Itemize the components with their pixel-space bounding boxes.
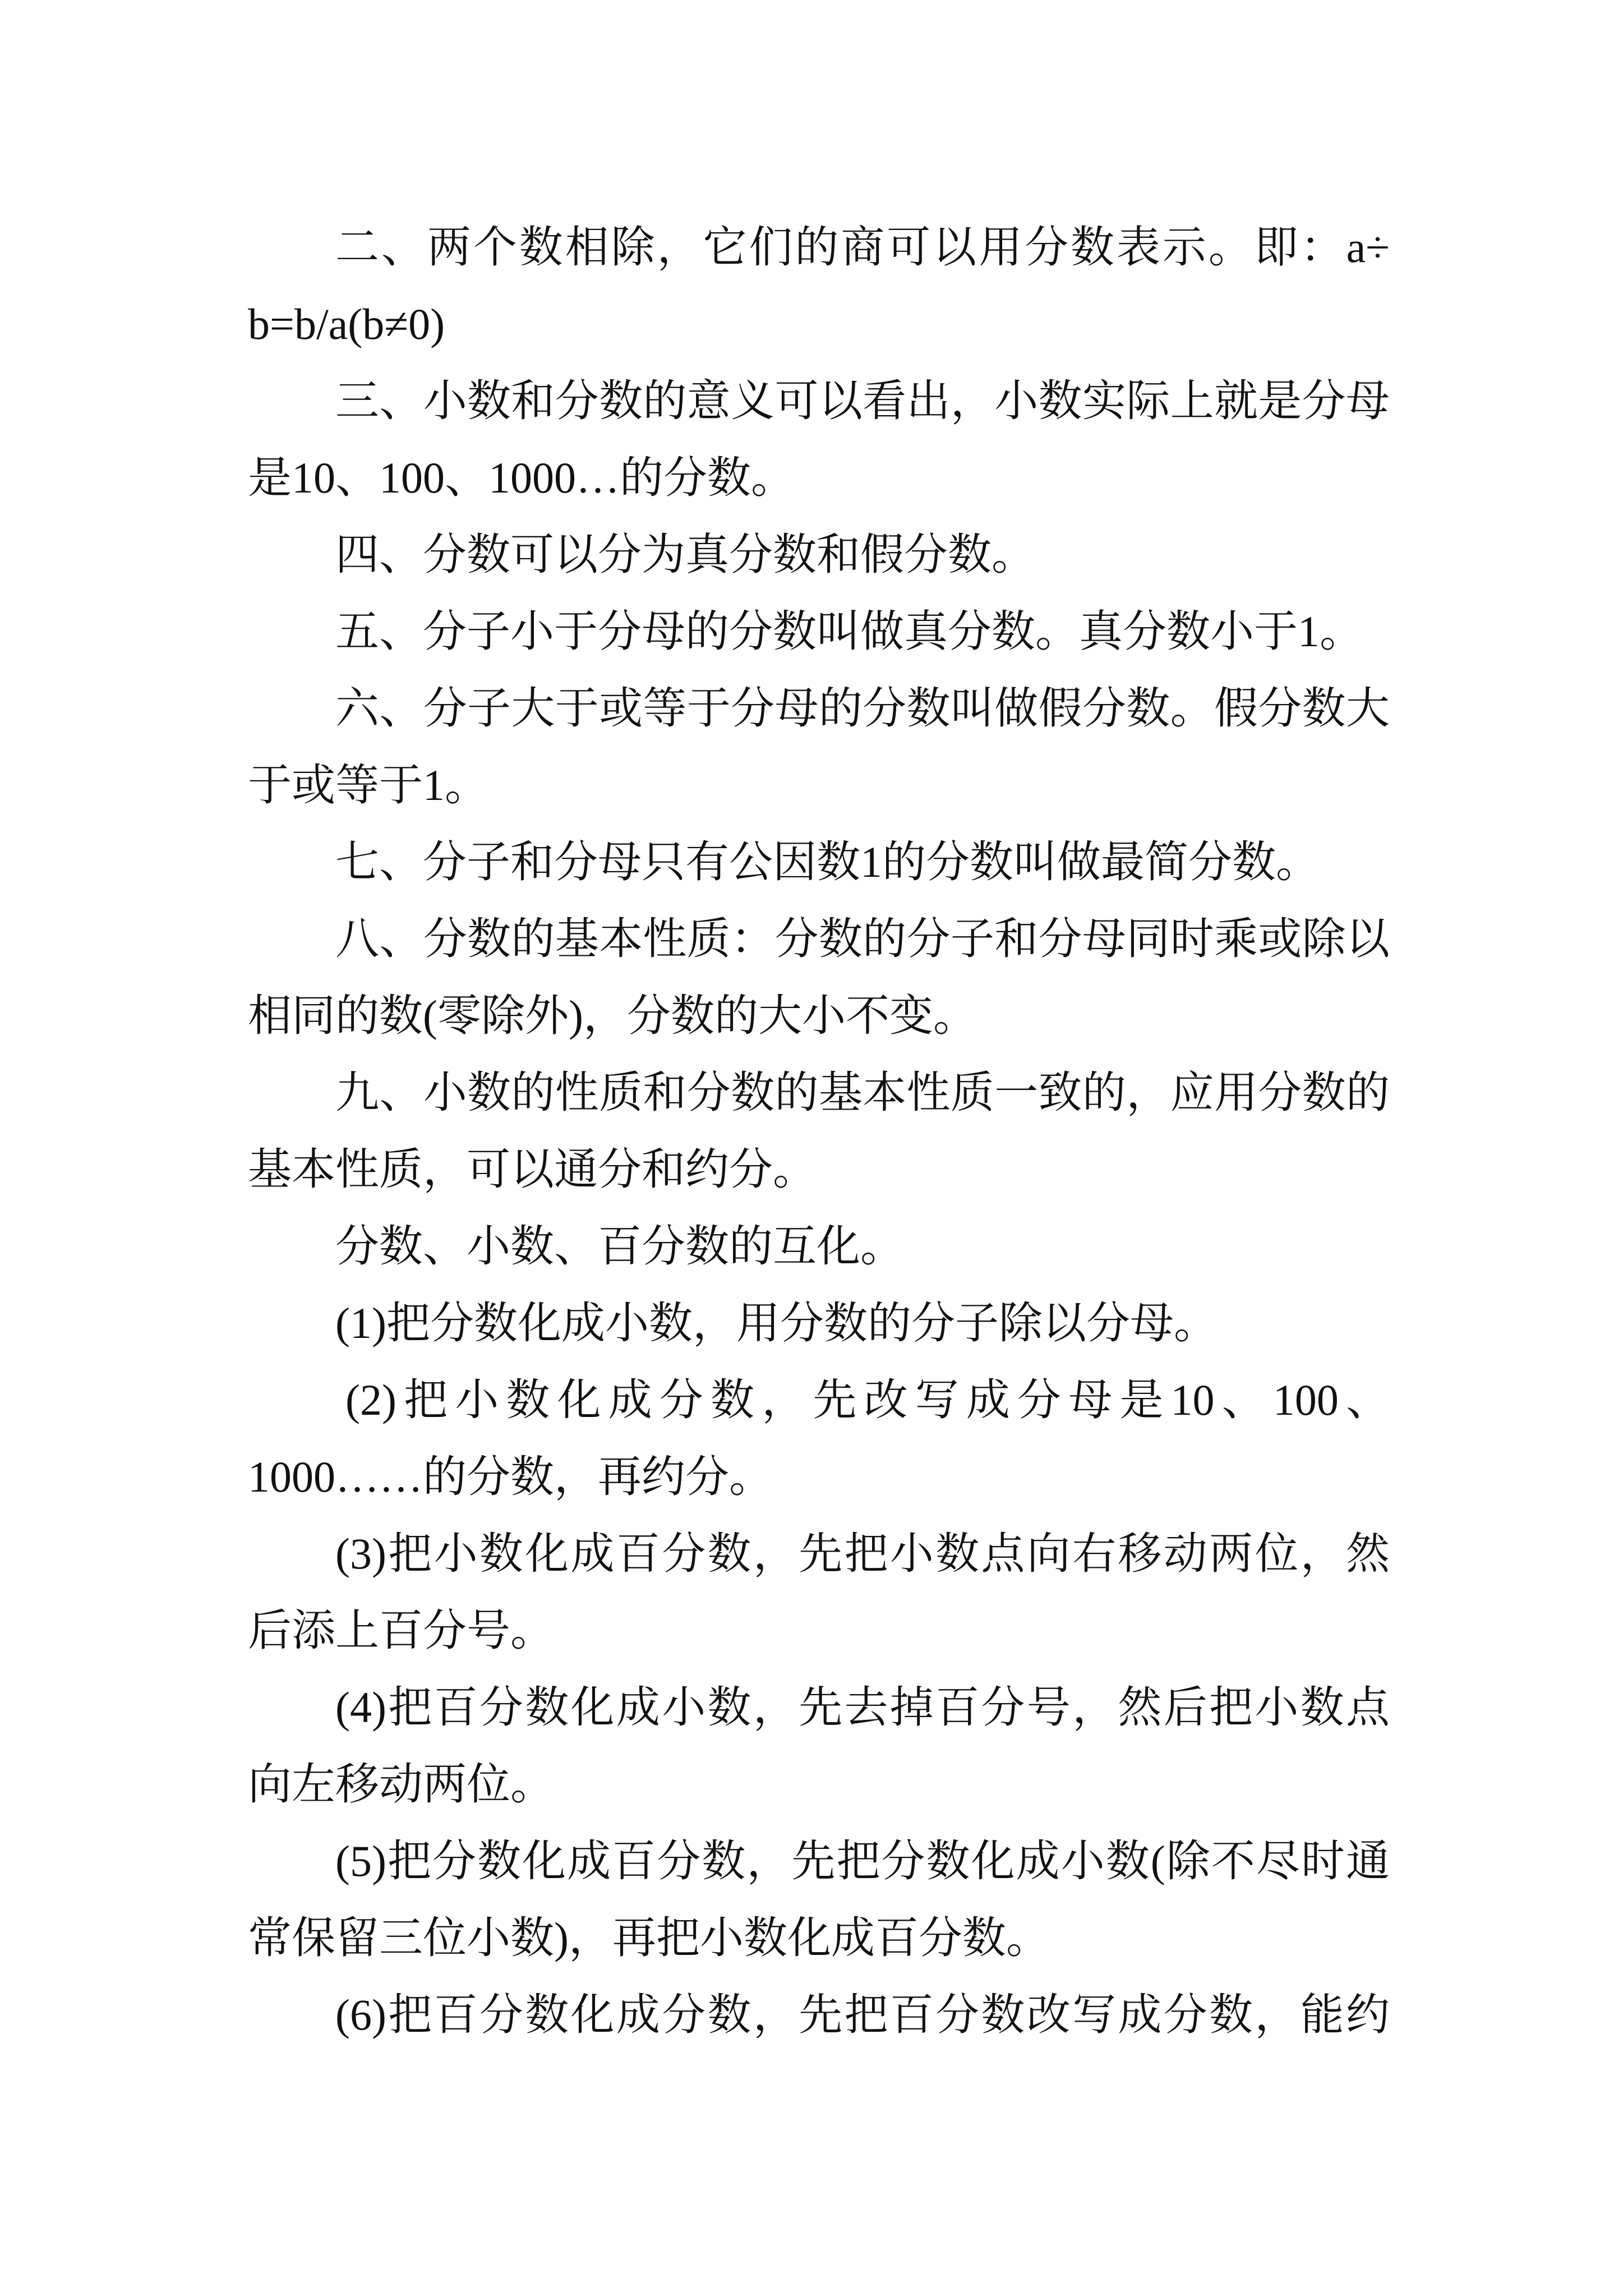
text-line: 分数、小数、百分数的互化。 [335, 1222, 905, 1271]
text-line: 五、分子小于分母的分数叫做真分数。真分数小于1。 [335, 607, 1364, 656]
paragraph-step-3 [248, 1515, 1390, 1669]
text-line: 后添上百分号。 [248, 1606, 555, 1655]
paragraph-step-5 [248, 1823, 1390, 1976]
text-line: 七、分子和分母只有公因数1的分数叫做最简分数。 [335, 838, 1320, 886]
text-line: (1)把分数化成小数，用分数的分子除以分母。 [335, 1299, 1218, 1347]
paragraph-reduce-and-common-denominator [248, 1054, 1390, 1208]
paragraph-simplest-fraction [248, 823, 1390, 900]
text-line: 常保留三位小数)，再把小数化成百分数。 [248, 1913, 1050, 1962]
text-line: (4)把百分数化成小数，先去掉百分号，然后把小数点 [335, 1683, 1390, 1732]
text-line: (2)把小数化成分数，先改写成分母是10、100、 [345, 1375, 1390, 1424]
text-line: 于或等于1。 [248, 761, 489, 809]
paragraph-step-6 [248, 1976, 1390, 2053]
text-line: b=b/a(b≠0) [248, 300, 445, 348]
text-line: 1000……的分数，再约分。 [248, 1452, 773, 1501]
paragraph-step-1 [248, 1285, 1390, 1361]
text-line: (5)把分数化成百分数，先把分数化成小数(除不尽时通 [335, 1837, 1390, 1885]
text-line: 四、分数可以分为真分数和假分数。 [335, 530, 1036, 579]
paragraph-decimal-meaning [248, 362, 1390, 516]
text-line: (6)把百分数化成分数，先把百分数改写成分数，能约 [335, 1990, 1390, 2039]
text-line: 八、分数的基本性质：分数的分子和分母同时乘或除以 [335, 914, 1390, 963]
paragraph-improper-fraction [248, 670, 1390, 823]
text-line: (3)把小数化成百分数，先把小数点向右移动两位，然 [335, 1529, 1390, 1578]
text-line: 相同的数(零除外)，分数的大小不变。 [248, 991, 977, 1040]
text-line: 二、两个数相除，它们的商可以用分数表示。即：a÷ [335, 223, 1390, 272]
paragraph-division-as-fraction [248, 209, 1390, 362]
text-line: 六、分子大于或等于分母的分数叫做假分数。假分数大 [335, 684, 1390, 733]
text-line: 九、小数的性质和分数的基本性质一致的，应用分数的 [335, 1068, 1390, 1117]
paragraph-step-2 [248, 1361, 1390, 1515]
paragraph-proper-fraction [248, 593, 1390, 670]
paragraph-conversion-heading [248, 1208, 1390, 1285]
document-body [248, 209, 1390, 2053]
paragraph-step-4 [248, 1669, 1390, 1823]
text-line: 基本性质，可以通分和约分。 [248, 1145, 817, 1194]
text-line: 向左移动两位。 [248, 1760, 555, 1809]
text-line: 三、小数和分数的意义可以看出，小数实际上就是分母 [335, 376, 1390, 425]
paragraph-basic-property [248, 900, 1390, 1054]
paragraph-fraction-types [248, 516, 1390, 593]
text-line: 是10、100、1000…的分数。 [248, 453, 795, 502]
